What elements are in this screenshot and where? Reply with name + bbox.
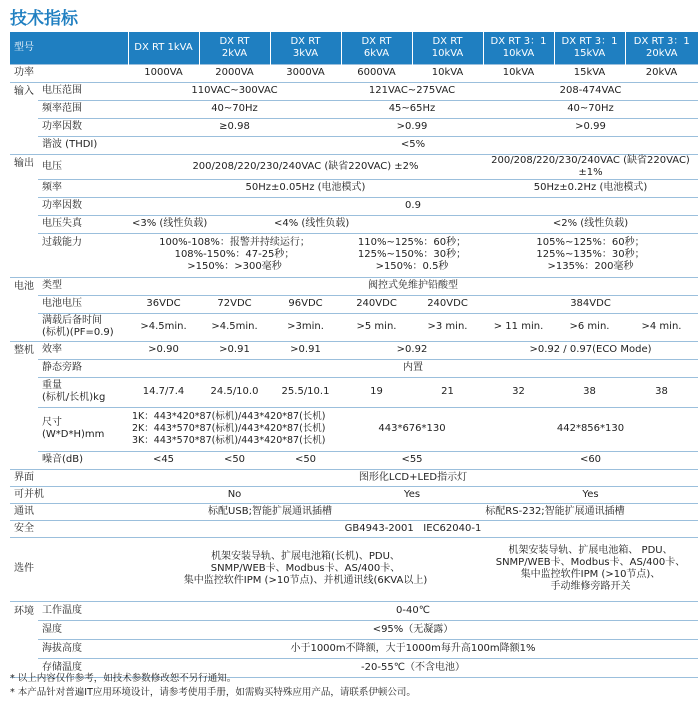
model-cell: DX RT 1kVA xyxy=(128,32,199,64)
row-label: 频率范围 xyxy=(38,100,128,118)
cell: <60 xyxy=(483,451,698,469)
cell: >0.99 xyxy=(341,118,483,136)
row-label: 选件 xyxy=(10,537,128,601)
iface-row xyxy=(10,469,698,486)
cell: 442*856*130 xyxy=(483,407,698,451)
cell: 72VDC xyxy=(199,295,270,313)
cell: 121VAC~275VAC xyxy=(341,82,483,100)
cell: 50Hz±0.2Hz (电池模式) xyxy=(483,179,698,197)
safety-row xyxy=(10,520,698,537)
cell: >6 min. xyxy=(554,313,625,341)
cell: 200/208/220/230/240VAC (缺省220VAC) ±1% xyxy=(483,154,698,179)
unit-eff-row xyxy=(10,341,698,359)
model-cell: DX RT 3：1 10kVA xyxy=(483,32,554,64)
input-pf-row xyxy=(10,118,698,136)
cell: -20-55℃（不含电池） xyxy=(128,658,698,677)
cell: 443*676*130 xyxy=(341,407,483,451)
cell: 240VDC xyxy=(341,295,412,313)
unit-noise-row xyxy=(10,451,698,469)
cell: >0.91 xyxy=(199,341,270,359)
category-unit: 整机 xyxy=(10,341,38,469)
cell: 内置 xyxy=(128,359,698,377)
unit-size-row xyxy=(10,407,698,451)
cell: >5 min. xyxy=(341,313,412,341)
cell: 机架安装导轨、扩展电池箱(长机)、PDU、 SNMP/WEB卡、Modbus卡、AS/400卡、 集中监控软件IPM (>10节点)、并机通讯线(6KVA以上) xyxy=(128,537,483,601)
row-label: 安全 xyxy=(10,520,128,537)
row-label: 电压失真 xyxy=(38,215,128,233)
model-cell: DX RT 3：1 20kVA xyxy=(625,32,698,64)
cell: <5% xyxy=(128,136,698,154)
output-over-row xyxy=(10,233,698,277)
category-input: 输入 xyxy=(10,82,38,154)
battery-volt-row xyxy=(10,295,698,313)
cell: 24.5/10.0 xyxy=(199,377,270,407)
input-thdi-row xyxy=(10,136,698,154)
env-hum-row xyxy=(10,620,698,639)
cell: 45~65Hz xyxy=(341,100,483,118)
cell: 1K：443*420*87(标机)/443*420*87(长机) 2K：443*570*87(标机)/443*420*87(长机) 3K：443*570*87(标机)/443*420*87(长机) xyxy=(128,407,341,451)
unit-bypass-row xyxy=(10,359,698,377)
cell: ≥0.98 xyxy=(128,118,341,136)
row-label: 功率因数 xyxy=(38,118,128,136)
cell: 40~70Hz xyxy=(128,100,341,118)
cell: 0-40℃ xyxy=(128,601,698,620)
category-env: 环境 xyxy=(10,601,38,677)
row-label: 湿度 xyxy=(38,620,128,639)
cell: >3 min. xyxy=(412,313,483,341)
cell: Yes xyxy=(483,486,698,503)
spec-table xyxy=(10,32,698,678)
cell: 36VDC xyxy=(128,295,199,313)
cell: 10kVA xyxy=(412,64,483,82)
cell: 2000VA xyxy=(199,64,270,82)
output-freq-row xyxy=(10,179,698,197)
model-cell: DX RT 10kVA xyxy=(412,32,483,64)
cell: 384VDC xyxy=(483,295,698,313)
cell: 1000VA xyxy=(128,64,199,82)
cell: 阀控式免维护铅酸型 xyxy=(128,277,698,295)
cell: 240VDC xyxy=(412,295,483,313)
category-output: 输出 xyxy=(10,154,38,277)
row-label: 效率 xyxy=(38,341,128,359)
model-cell: DX RT 3：1 15kVA xyxy=(554,32,625,64)
row-label: 电压范围 xyxy=(38,82,128,100)
cell: GB4943-2001 IEC62040-1 xyxy=(128,520,698,537)
row-label: 满载后备时间 (标机)(PF=0.9) xyxy=(38,313,128,341)
cell: >4 min. xyxy=(625,313,698,341)
unit-weight-row xyxy=(10,377,698,407)
cell: No xyxy=(128,486,341,503)
env-alt-row xyxy=(10,639,698,658)
cell: 10kVA xyxy=(483,64,554,82)
model-cell: DX RT 3kVA xyxy=(270,32,341,64)
cell: 38 xyxy=(625,377,698,407)
row-label: 类型 xyxy=(38,277,128,295)
cell: 105%~125%：60秒； 125%~135%：30秒； >135%：200毫秒 xyxy=(483,233,698,277)
row-label: 功率 xyxy=(10,64,128,82)
model-header: 型号 xyxy=(10,32,128,64)
power-row xyxy=(10,64,698,82)
cell: > 11 min. xyxy=(483,313,554,341)
cell: >0.92 xyxy=(341,341,483,359)
row-label: 存储温度 xyxy=(38,658,128,677)
cell: 19 xyxy=(341,377,412,407)
cell: 208-474VAC xyxy=(483,82,698,100)
category-battery: 电池 xyxy=(10,277,38,341)
cell: 20kVA xyxy=(625,64,698,82)
cell: <45 xyxy=(128,451,199,469)
row-label: 重量 (标机/长机)kg xyxy=(38,377,128,407)
row-label: 海拔高度 xyxy=(38,639,128,658)
cell: 100%-108%：报警并持续运行； 108%-150%：47-25秒； >150%：>300毫秒 xyxy=(128,233,341,277)
cell: <95%（无凝露） xyxy=(128,620,698,639)
page-title: 技术指标 xyxy=(10,9,78,29)
cell: 15kVA xyxy=(554,64,625,82)
cell: <55 xyxy=(341,451,483,469)
env-temp-row xyxy=(10,601,698,620)
cell: >4.5min. xyxy=(199,313,270,341)
cell: 标配RS-232;智能扩展通讯插槽 xyxy=(412,503,698,520)
cell: >0.91 xyxy=(270,341,341,359)
cell: >0.92 / 0.97(ECO Mode) xyxy=(483,341,698,359)
row-label: 通讯 xyxy=(10,503,128,520)
row-label: 静态旁路 xyxy=(38,359,128,377)
input-frange-row xyxy=(10,100,698,118)
footnotes xyxy=(10,672,416,700)
battery-type-row xyxy=(10,277,698,295)
cell: <50 xyxy=(270,451,341,469)
cell: 110%~125%：60秒； 125%~150%：30秒； >150%：0.5秒 xyxy=(341,233,483,277)
cell: <3% (线性负载) xyxy=(128,215,270,233)
cell: <4% (线性负载) xyxy=(270,215,483,233)
output-pf-row xyxy=(10,197,698,215)
row-label: 电池电压 xyxy=(38,295,128,313)
cell: 标配USB;智能扩展通讯插槽 xyxy=(128,503,412,520)
cell: 32 xyxy=(483,377,554,407)
row-label: 界面 xyxy=(10,469,128,486)
footnote: * 以上内容仅作参考，如技术参数修改恕不另行通知。 xyxy=(10,673,237,684)
cell: <50 xyxy=(199,451,270,469)
cell: 3000VA xyxy=(270,64,341,82)
row-label: 谐波 (THDI) xyxy=(38,136,128,154)
output-dist-row xyxy=(10,215,698,233)
cell: 6000VA xyxy=(341,64,412,82)
footnote: * 本产品针对普遍IT应用环境设计，请参考使用手册，如需购买特殊应用产品，请联系伊顿公司。 xyxy=(10,687,416,698)
model-cell: DX RT 6kVA xyxy=(341,32,412,64)
cell: 38 xyxy=(554,377,625,407)
cell: >0.99 xyxy=(483,118,698,136)
cell: 图形化LCD+LED指示灯 xyxy=(128,469,698,486)
row-label: 电压 xyxy=(38,154,128,179)
row-label: 工作温度 xyxy=(38,601,128,620)
row-label: 过载能力 xyxy=(38,233,128,277)
header-row xyxy=(10,32,698,64)
cell: Yes xyxy=(341,486,483,503)
cell: <2% (线性负载) xyxy=(483,215,698,233)
cell: 14.7/7.4 xyxy=(128,377,199,407)
cell: >4.5min. xyxy=(128,313,199,341)
row-label: 尺寸 (W*D*H)mm xyxy=(38,407,128,451)
cell: >0.90 xyxy=(128,341,199,359)
row-label: 频率 xyxy=(38,179,128,197)
row-label: 噪音(dB) xyxy=(38,451,128,469)
cell: 小于1000m不降额，大于1000m每升高100m降额1% xyxy=(128,639,698,658)
cell: 200/208/220/230/240VAC (缺省220VAC) ±2% xyxy=(128,154,483,179)
comm-row xyxy=(10,503,698,520)
cell: 25.5/10.1 xyxy=(270,377,341,407)
row-label: 功率因数 xyxy=(38,197,128,215)
cell: 0.9 xyxy=(128,197,698,215)
cell: 21 xyxy=(412,377,483,407)
cell: 50Hz±0.05Hz (电池模式) xyxy=(128,179,483,197)
cell: 40~70Hz xyxy=(483,100,698,118)
battery-backup-row xyxy=(10,313,698,341)
output-volt-row xyxy=(10,154,698,179)
cell: 机架安装导轨、扩展电池箱、 PDU、 SNMP/WEB卡、Modbus卡、AS/400卡、 集中监控软件IPM (>10节点)、 手动维修旁路开关 xyxy=(483,537,698,601)
cell: 96VDC xyxy=(270,295,341,313)
cell: >3min. xyxy=(270,313,341,341)
cell: 110VAC~300VAC xyxy=(128,82,341,100)
parallel-row xyxy=(10,486,698,503)
row-label: 可并机 xyxy=(10,486,128,503)
model-cell: DX RT 2kVA xyxy=(199,32,270,64)
options-row xyxy=(10,537,698,601)
input-vrange-row xyxy=(10,82,698,100)
